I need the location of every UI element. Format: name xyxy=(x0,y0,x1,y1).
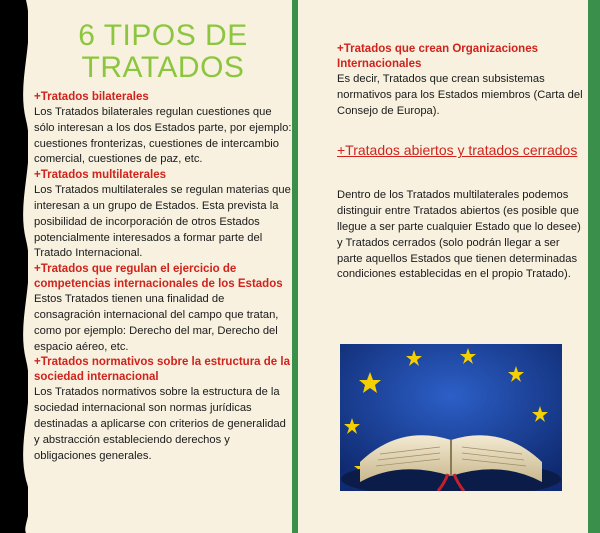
text-abiertos-cerrados: Dentro de los Tratados multilaterales podemos distinguir entre Tratados abiertos (es posible que llegue a ser parte cualquier Estado que lo desee) y Tratados cerrados (solo podrán llegar a ser parte aquellos Estados que tienen determinadas condiciones establecidas en el propio Tratado). xyxy=(337,189,581,281)
text-competencias: Estos Tratados tienen una finalidad de consagración internacional del campo que tratan, como por ejemplo: Derecho del mar, Derecho del espacio aéreo, etc. xyxy=(34,293,279,353)
text-normativos: Los Tratados normativos sobre la estructura de la sociedad internacional son normas jurídicas destinadas a aplicarse con criterios de generalidad y abstracción estableciendo derechos y obligaciones generales. xyxy=(34,386,286,462)
title-line-1: 6 TIPOS DE xyxy=(78,19,248,52)
heading-multilaterales: +Tratados multilaterales xyxy=(34,169,166,182)
title-line-2: TRATADOS xyxy=(81,51,245,84)
text-bilaterales: Los Tratados bilaterales regulan cuestiones que sólo interesan a los dos Estados parte, por ejemplo: cuestiones fronterizas, cuestiones de intercambio comercial, cuestiones de paz, etc. xyxy=(34,106,292,166)
eu-flag-book-icon xyxy=(340,344,562,491)
text-multilaterales: Los Tratados multilaterales se regulan materias que interesan a un grupo de Estados. Esta prevista la posibilidad de incorporación de otros Estados potencialmente interesados a formar parte del Tratado Internacional. xyxy=(34,184,291,260)
heading-bilaterales: +Tratados bilaterales xyxy=(34,91,149,103)
eu-flag-open-book-image xyxy=(340,344,562,491)
section-bilaterales xyxy=(34,90,292,168)
heading-normativos: +Tratados normativos sobre la estructura de la sociedad internacional xyxy=(34,356,290,384)
cream-gap xyxy=(298,0,308,533)
section-competencias xyxy=(34,262,292,355)
heading-organizaciones: +Tratados que crean Organizaciones Internacionales xyxy=(337,43,539,70)
heading-competencias: +Tratados que regulan el ejercicio de competencias internacionales de los Estados xyxy=(34,263,283,291)
section-normativos xyxy=(34,355,292,464)
heading-abiertos-cerrados: +Tratados abiertos y tratados cerrados xyxy=(337,142,578,159)
section-organizaciones xyxy=(337,42,588,119)
text-organizaciones: Es decir, Tratados que crean subsistemas normativos para los Estados miembros (Carta del Consejo de Europa). xyxy=(337,73,583,117)
left-panel xyxy=(28,0,292,533)
page-title xyxy=(34,20,292,84)
section-multilaterales xyxy=(34,168,292,262)
right-green-edge xyxy=(588,0,600,533)
